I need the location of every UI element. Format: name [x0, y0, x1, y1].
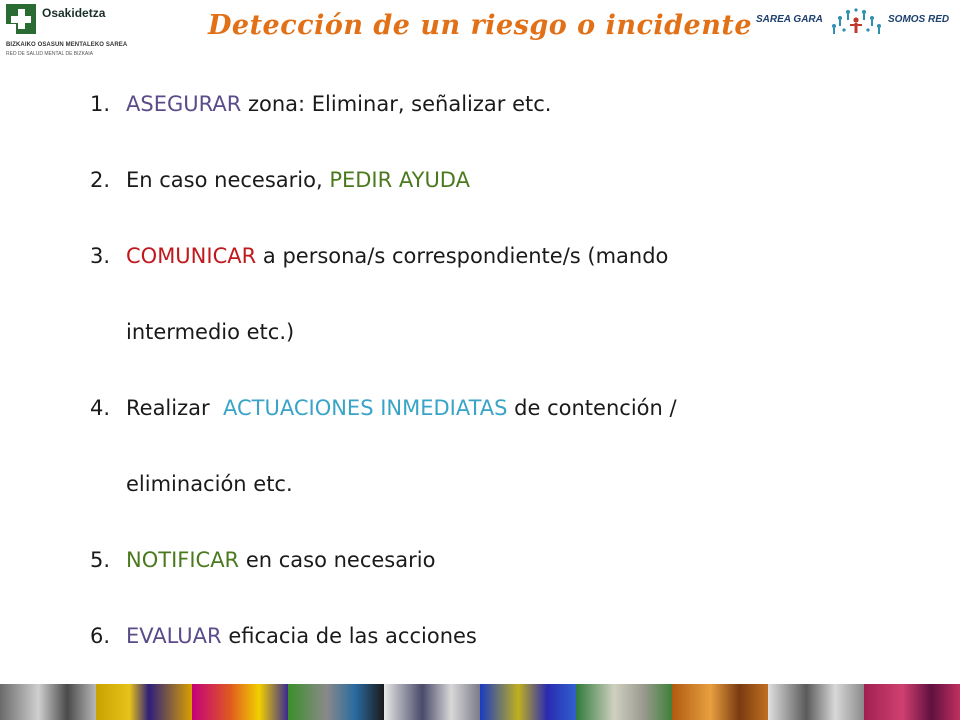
item-keyword: NOTIFICAR [126, 548, 240, 572]
photo-tile [192, 684, 288, 720]
logo-brand: Osakidetza [42, 6, 106, 20]
item-number: 5. [90, 548, 111, 572]
photo-strip [0, 684, 960, 720]
item-keyword: COMUNICAR [126, 244, 257, 268]
item-number: 2. [90, 168, 111, 192]
item-keyword: ACTUACIONES INMEDIATAS [222, 396, 508, 420]
item-keyword: EVALUAR [126, 624, 222, 648]
item-text: En caso necesario, [126, 168, 330, 192]
photo-tile [384, 684, 480, 720]
item-number: 3. [90, 244, 111, 268]
logo-right-text: SOMOS RED [888, 14, 950, 25]
item-number: 4. [90, 396, 111, 420]
list-item [90, 92, 551, 117]
photo-tile [96, 684, 192, 720]
item-text: eficacia de las acciones [221, 624, 477, 648]
slide-title: Detección de un riesgo o incidente [207, 10, 752, 41]
sarea-gara-logo [756, 6, 956, 40]
item-keyword: PEDIR AYUDA [329, 168, 470, 192]
photo-tile [0, 684, 96, 720]
photo-tile [480, 684, 576, 720]
item-number: 6. [90, 624, 111, 648]
logo-subtitle-es: RED DE SALUD MENTAL DE BIZKAIA [6, 51, 93, 57]
item-text: Realizar [126, 396, 223, 420]
list-item [90, 396, 677, 421]
item-text: en caso necesario [239, 548, 436, 572]
item-text: de contención / [507, 396, 677, 420]
item-number: 1. [90, 92, 111, 116]
item-text: zona: Eliminar, señalizar etc. [241, 92, 552, 116]
photo-tile [672, 684, 768, 720]
logo-subtitle-eu: BIZKAIKO OSASUN MENTALEKO SAREA [6, 42, 128, 48]
logo-left-text: SAREA GARA [756, 14, 823, 25]
item-continuation: eliminación etc. [126, 472, 293, 496]
photo-tile [768, 684, 864, 720]
people-network-icon [828, 6, 886, 40]
photo-tile [864, 684, 960, 720]
list-item [90, 244, 668, 269]
list-item [90, 168, 470, 193]
list-item [90, 548, 435, 573]
item-text: a persona/s correspondiente/s (mando [256, 244, 669, 268]
item-keyword: ASEGURAR [126, 92, 242, 116]
list-item [90, 624, 477, 649]
item-continuation: intermedio etc.) [126, 320, 295, 344]
photo-tile [576, 684, 672, 720]
photo-tile [288, 684, 384, 720]
